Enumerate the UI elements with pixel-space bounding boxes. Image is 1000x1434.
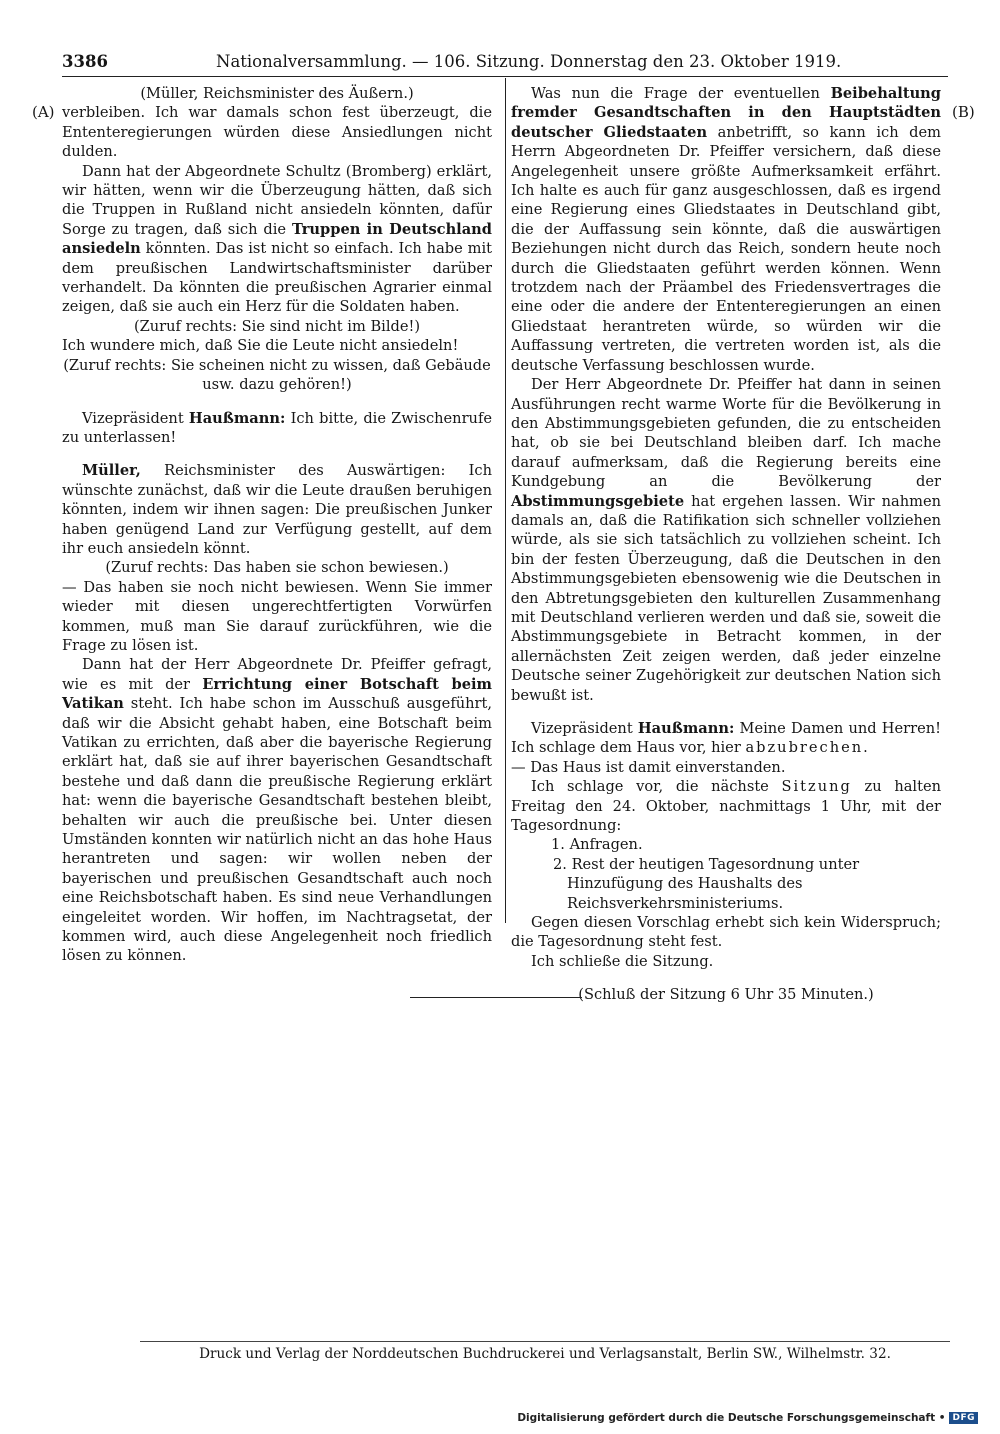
end-rule: [410, 997, 582, 998]
agenda-item: 1. Anfragen.: [551, 836, 643, 854]
speaker-paragraph: Vizepräsident Haußmann: Ich bitte, die Zwischenrufe zu unterlassen!: [62, 409, 492, 446]
closing-note: (Schluß der Sitzung 6 Uhr 35 Minuten.): [578, 986, 874, 1004]
dfg-logo-icon: DFG: [949, 1412, 978, 1424]
margin-mark-b: (B): [952, 103, 975, 121]
speaker-paragraph: Vizepräsident Haußmann: Meine Damen und Herren! Ich schlage dem Haus vor, hier abzubrechen.: [511, 720, 941, 757]
paragraph: Gegen diesen Vorschlag erhebt sich kein Widerspruch; die Tagesordnung steht fest.: [511, 914, 941, 951]
page-header: [62, 52, 842, 76]
paragraph: Dann hat der Herr Abgeordnete Dr. Pfeiffer gefragt, wie es mit der Errichtung einer Botschaft beim Vatikan steht. Ich habe schon im Ausschuß ausgeführt, daß wir die Absicht gehabt haben, eine Botschaft beim Vatikan zu errichten, daß aber die bayerische Regierung erklärt hat, daß sie auf ihrer bayerischen Gesandtschaft bestehe und daß dann die preußische Regierung erklärt hat: wenn die bayerische Gesandtschaft bestehen bleibt, behalten wir auch die preußische bei. Unter diesen Umständen konnten wir natürlich nicht an das hohe Haus herantreten und sagen: wir wollen neben der bayerischen und preußischen Gesandtschaft auch noch eine Reichsbotschaft haben. Es sind neue Verhandlungen eingeleitet worden. Wir hoffen, im Nachtragsetat, der kommen wird, auch diese Angelegenheit noch friedlich lösen zu können.: [62, 656, 492, 965]
interjection: (Zuruf rechts: Sie sind nicht im Bilde!): [133, 317, 421, 335]
paragraph: Ich schließe die Sitzung.: [531, 952, 714, 970]
printer-imprint: Druck und Verlag der Norddeutschen Buchdruckerei und Verlagsanstalt, Berlin SW., Wilhelmstr. 32.: [199, 1346, 891, 1362]
speaker-paragraph: Müller, Reichsminister des Auswärtigen: Ich wünschte zunächst, daß wir die Leute draußen beruhigen könnten, indem wir ihnen sagen: Die preußischen Junker haben genügend Land zur Verfügung gestellt, auf dem ihr euch ansiedeln könnt.: [62, 462, 492, 557]
left-column: [62, 84, 492, 966]
paragraph: Dann hat der Abgeordnete Schultz (Bromberg) erklärt, wir hätten, wenn wir die Überzeugung hätten, daß sich die Truppen in Rußland nicht ansiedeln könnten, dafür Sorge zu tragen, daß sich die Truppen in Deutschland ansiedeln könnten. Das ist nicht so einfach. Ich habe mit dem preußischen Landwirtschaftsminister darüber verhandelt. Da könnten die preußischen Agrarier einmal zeigen, daß sie auch ein Herz für die Soldaten haben.: [62, 162, 492, 316]
paragraph: Was nun die Frage der eventuellen Beibehaltung fremder Gesandtschaften in den Hauptstädten deutscher Gliedstaaten anbetrifft, so kann ich dem Herrn Abgeordneten Dr. Pfeiffer versichern, daß diese Angelegenheit unsere größte Aufmerksamkeit erfährt. Ich halte es auch für ganz ausgeschlossen, daß es irgend eine Regierung eines Gliedstaates in Deutschland gibt, die der Auffassung sein könnte, daß die auswärtigen Beziehungen nicht durch das Reich, sondern heute noch durch die Gliedstaaten geführt werden können. Wenn trotzdem nach der Präambel des Friedensvertrages die eine oder die andere der Ententeregierungen an einen Gliedstaat herantreten würde, so würden wir die Auffassung vertreten, die vertreten worden ist, als die deutsche Verfassung beschlossen wurde.: [511, 85, 942, 374]
running-title: Nationalversammlung. — 106. Sitzung. Donnerstag den 23. Oktober 1919.: [216, 52, 842, 71]
header-rule: [62, 76, 948, 77]
agenda-item: 2. Rest der heutigen Tagesordnung unter Hinzufügung des Haushalts des Reichsverkehrsministeriums.: [553, 855, 860, 912]
column-divider: [505, 78, 506, 923]
funding-note: [517, 1412, 978, 1424]
interjection: (Zuruf rechts: Das haben sie schon bewiesen.): [105, 559, 449, 577]
margin-mark-a: (A): [32, 103, 55, 121]
funding-text: Digitalisierung gefördert durch die Deutsche Forschungsgemeinschaft •: [517, 1412, 946, 1424]
paragraph: Ich wundere mich, daß Sie die Leute nicht ansiedeln!: [62, 337, 459, 355]
footer-rule: [140, 1341, 950, 1342]
right-column: [511, 84, 941, 1005]
paragraph: verbleiben. Ich war damals schon fest überzeugt, die Ententeregierungen würden diese Ansiedlungen nicht dulden.: [62, 104, 492, 161]
paragraph: Ich schlage vor, die nächste Sitzung zu halten Freitag den 24. Oktober, nachmittags 1 Uhr, mit der Tagesordnung:: [511, 778, 941, 835]
paragraph: — Das Haus ist damit einverstanden.: [511, 758, 786, 776]
speaker-running-head: (Müller, Reichsminister des Äußern.): [140, 85, 414, 102]
interjection: (Zuruf rechts: Sie scheinen nicht zu wissen, daß Gebäude usw. dazu gehören!): [63, 356, 491, 394]
page-number: 3386: [62, 52, 108, 71]
paragraph: — Das haben sie noch nicht bewiesen. Wenn Sie immer wieder mit diesen ungerechtfertigten Vorwürfen kommen, muß man Sie darauf zurückführen, wie die Frage zu lösen ist.: [62, 578, 492, 654]
paragraph: Der Herr Abgeordnete Dr. Pfeiffer hat dann in seinen Ausführungen recht warme Worte für die Bevölkerung in den Abstimmungsgebieten gefunden, die zu entscheiden hat, ob sie bei Deutschland bleiben darf. Ich mache darauf aufmerksam, daß die Regierung bereits eine Kundgebung an die Bevölkerung der Abstimmungsgebiete hat ergehen lassen. Wir nahmen damals an, daß die Ratifikation sich schneller vollziehen würde, als sie sich tatsächlich zu vollziehen scheint. Ich bin der festen Überzeugung, daß die Deutschen in den Abstimmungsgebieten ebensowenig wie die Deutschen in den Abtretungsgebieten den kulturellen Zusammenhang mit Deutschland verlieren werden und daß sie, soweit die Abstimmungsgebiete in Betracht kommen, in der allernächsten Zeit zeigen werden, daß jeder einzelne Deutsche seiner Zugehörigkeit zur deutschen Nation sich bewußt ist.: [511, 376, 941, 704]
